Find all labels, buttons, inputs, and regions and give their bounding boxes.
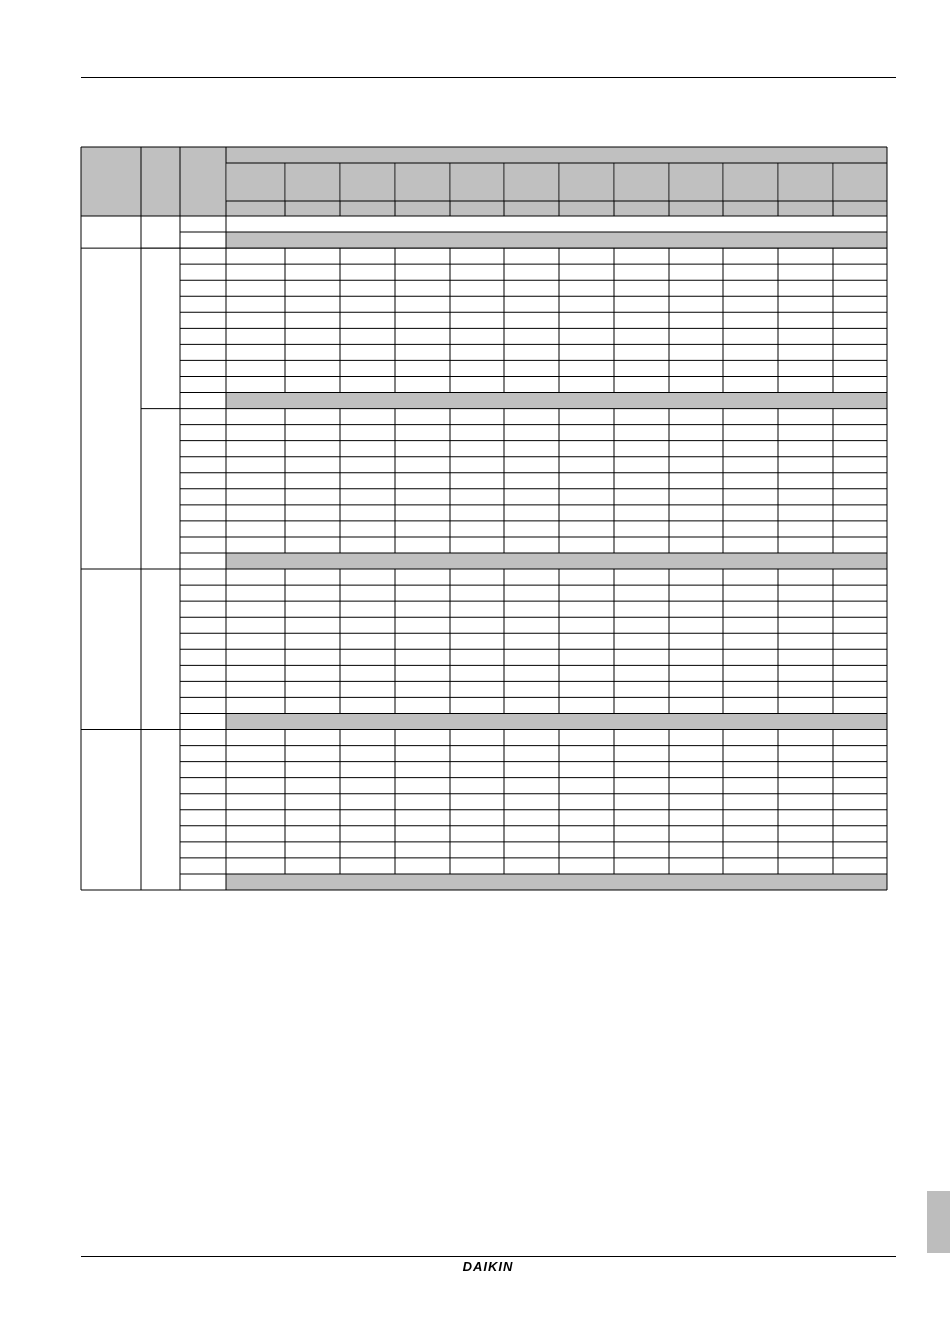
footer-rule [81, 1256, 896, 1257]
section-summary-row [226, 232, 887, 248]
header-column-cell [779, 163, 833, 201]
header-column-cell [451, 163, 504, 201]
header-column-cell [505, 163, 559, 201]
header-column-cell [560, 163, 614, 201]
header-column-cell [227, 163, 285, 201]
section-summary-row [226, 393, 887, 409]
daikin-logo: DAIKIN [462, 1259, 514, 1274]
page-tab-marker [927, 1191, 950, 1253]
header-column-cell [670, 163, 723, 201]
header-band-bottom [226, 201, 887, 216]
header-column-cell [724, 163, 778, 201]
header-column-cell [834, 163, 887, 201]
header-band-top [226, 147, 887, 163]
section-summary-row [226, 553, 887, 569]
header-column-cell [286, 163, 340, 201]
header-column-cell [396, 163, 450, 201]
header-column-cell [341, 163, 395, 201]
header-left-fill [81, 147, 226, 216]
section-summary-row [226, 713, 887, 729]
header-column-cell [615, 163, 669, 201]
section-summary-row [226, 874, 887, 890]
